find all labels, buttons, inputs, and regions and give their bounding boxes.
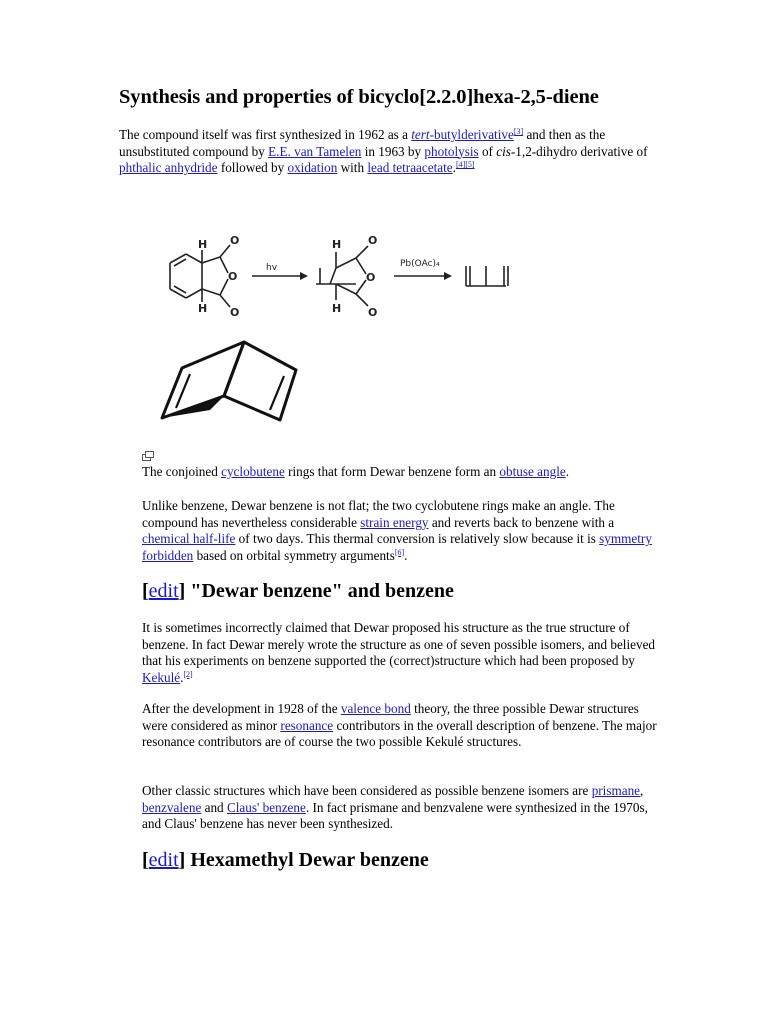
link-strain-energy[interactable]: strain energy (360, 514, 429, 530)
page-title: Synthesis and properties of bicyclo[2.2.0]hexa-2,5-diene (119, 86, 599, 108)
link-cyclobutene[interactable]: cyclobutene (221, 464, 285, 479)
bracket-close: ] (178, 580, 186, 602)
vb-text: After the development in 1928 of the (142, 701, 341, 716)
ref-6-link[interactable]: [6] (394, 547, 405, 557)
link-phthalic-anhydride[interactable]: phthalic anhydride (119, 160, 218, 175)
cis-italic: cis (496, 143, 511, 159)
flat-text: of two days. This thermal conversion is relatively slow because it is (235, 531, 600, 546)
scheme-o-label: O (366, 271, 376, 284)
intro-text: . (452, 160, 456, 175)
link-obtuse-angle[interactable]: obtuse angle (499, 464, 566, 479)
flat-text: Unlike benzene, Dewar benzene is not flat; the two cyclobutene rings make an angle. The compound has nevertheless considerable (142, 498, 615, 530)
valence-bond-paragraph (142, 701, 662, 751)
scheme-hv-label: hv (266, 263, 278, 273)
edit-link[interactable]: edit (148, 580, 179, 602)
scheme-reagent-label: Pb(OAc)₄ (400, 259, 440, 269)
dewar-claim-paragraph (142, 620, 662, 686)
scheme-o-label: O (230, 306, 240, 319)
enlarge-icon[interactable] (142, 451, 154, 461)
scheme-h-label: H (332, 302, 342, 315)
other-text: . In fact prismane and benzvalene were synthesized in the 1970s, and Claus' benzene has never been synthesized. (142, 799, 648, 831)
bracket-open: [ (142, 580, 149, 602)
edit-link[interactable]: edit (148, 849, 179, 871)
link-resonance[interactable]: resonance (280, 717, 334, 733)
bracket-open: [ (142, 849, 149, 871)
flat-text: . (404, 547, 408, 563)
scheme-h-label: H (198, 302, 208, 315)
dewar-benzene-3d-image (160, 340, 300, 430)
claim-text: It is sometimes incorrectly claimed that Dewar proposed his structure as the true structure of benzene. In fact Dewar merely wrote the structure as one of seven possible isomers, and believed that his experiments on benzene supported the (correct)structure which had been proposed by (142, 620, 656, 668)
claim-text: . (180, 669, 184, 685)
link-prismane[interactable]: prismane (591, 783, 641, 798)
scheme-h-label: H (198, 238, 208, 251)
intro-text: followed by (217, 160, 288, 175)
other-text: and (201, 799, 227, 815)
flat-text: and reverts back to benzene with a (428, 514, 615, 530)
link-kekule[interactable]: Kekulé (142, 669, 181, 685)
intro-text: of (478, 143, 497, 159)
ref-3-link[interactable]: [3] (513, 127, 524, 136)
intro-text: with (337, 160, 368, 175)
intro-text: and then as the unsubstituted compound by (119, 127, 606, 159)
bracket-close: ] (178, 849, 186, 871)
intro-text: The compound itself was first synthesized in 1962 as a (119, 127, 412, 142)
caption-text: rings that form Dewar benzene form an (284, 464, 500, 479)
link-tert-italic: tert (411, 127, 430, 142)
section-title: Hexamethyl Dewar benzene (185, 849, 429, 871)
scheme-o-label: O (368, 306, 378, 319)
section-heading-dewar-vs-benzene (142, 580, 454, 603)
link-benzvalene[interactable]: benzvalene (142, 799, 202, 815)
vb-text: theory, the three possible Dewar structures were considered as minor (142, 701, 639, 733)
scheme-h-label: H (332, 238, 342, 251)
link-lead-tetraacetate[interactable]: lead tetraacetate (367, 160, 453, 175)
flat-text: based on orbital symmetry arguments (193, 547, 395, 563)
flatness-paragraph (142, 498, 662, 564)
caption-text: The conjoined (142, 464, 222, 479)
intro-text: in 1963 by (361, 143, 425, 159)
ref-2-link[interactable]: [2] (183, 669, 193, 679)
other-text: , (640, 783, 644, 798)
reaction-scheme-image (160, 228, 520, 324)
other-isomers-paragraph (142, 783, 662, 833)
intro-paragraph (119, 127, 659, 177)
other-text: Other classic structures which have been considered as possible benzene isomers are (142, 783, 592, 798)
link-chemical-half-life[interactable]: chemical half-life (142, 531, 236, 546)
figure-caption (142, 464, 662, 481)
ref-4-5-link[interactable]: [4][5] (455, 160, 475, 169)
link-oxidation[interactable]: oxidation (287, 160, 338, 175)
vb-text: contributors in the overall description of benzene. The major resonance contributors are of course the two possible Kekulé structures. (142, 717, 657, 749)
link-valence-bond[interactable]: valence bond (340, 701, 411, 716)
scheme-o-label: O (228, 270, 238, 283)
link-tert-butyl[interactable] (411, 127, 514, 142)
link-claus-benzene[interactable]: Claus' benzene (226, 799, 306, 815)
caption-text: . (565, 464, 570, 479)
intro-text: -1,2-dihydro derivative of (510, 143, 648, 159)
section-title: "Dewar benzene" and benzene (185, 580, 454, 602)
section-heading-hexamethyl (142, 849, 429, 872)
link-symmetry-forbidden[interactable]: symmetry forbidden (142, 531, 652, 563)
link-photolysis[interactable]: photolysis (424, 143, 479, 159)
link-butyl-text: -butylderivative (429, 127, 514, 142)
scheme-o-label: O (230, 234, 240, 247)
link-van-tamelen[interactable]: E.E. van Tamelen (268, 143, 362, 159)
scheme-o-label: O (368, 234, 378, 247)
